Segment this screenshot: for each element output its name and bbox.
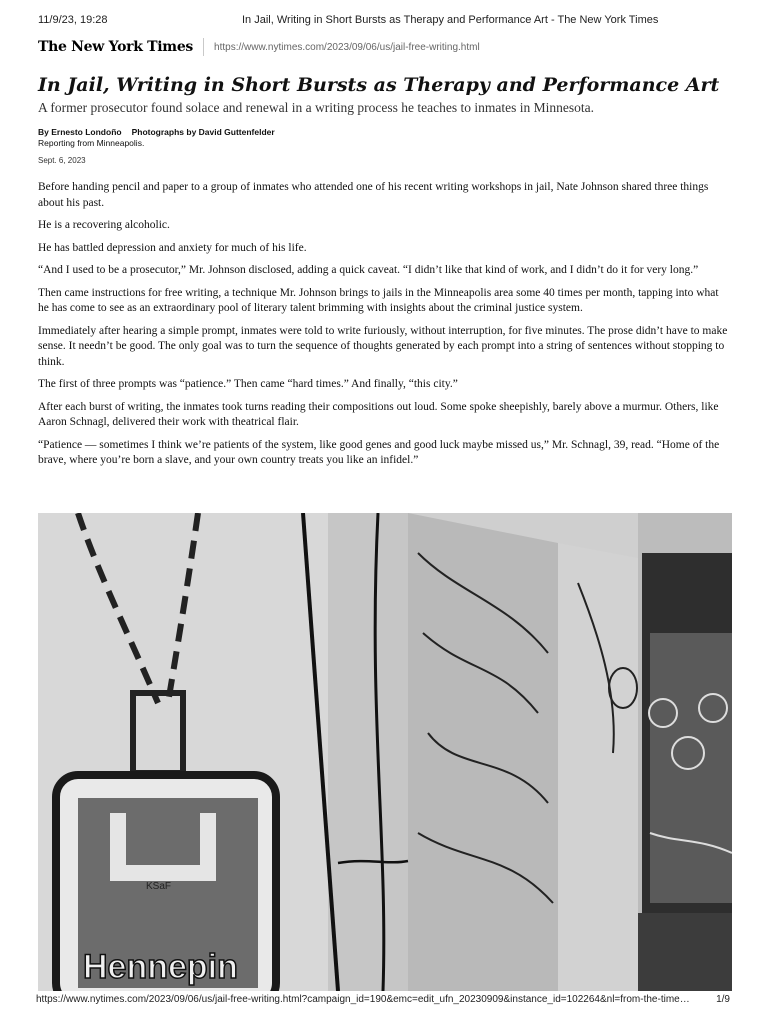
masthead xyxy=(38,36,480,58)
print-datetime: 11/9/23, 19:28 xyxy=(38,14,108,26)
paragraph: The first of three prompts was “patience.” Then came “hard times.” And finally, “this city.” xyxy=(38,378,458,390)
print-document-title: In Jail, Writing in Short Bursts as Therapy and Performance Art - The New York Times xyxy=(242,14,659,26)
graffiti-wall-photo xyxy=(38,513,732,991)
nyt-logo[interactable]: The New York Times xyxy=(38,39,194,55)
print-footer-url[interactable]: https://www.nytimes.com/2023/09/06/us/jail-free-writing.html?campaign_id=190&emc=edit_ufn_20230909&instance_id=102264&nl=from-the-time… xyxy=(36,994,690,1005)
paragraph: Before handing pencil and paper to a group of inmates who attended one of his recent writing workshops in jail, Nate Johnson shared three things about his past. xyxy=(38,181,709,209)
byline xyxy=(38,127,275,149)
byline-reporting-location: Reporting from Minneapolis. xyxy=(38,138,145,148)
paragraph: “Patience — sometimes I think we’re patients of the system, like good genes and good luck maybe missed us,” Mr. Schnagl, 39, read. “Home of the brave, where you’re born a slave, and your own country treats you like an infidel.” xyxy=(38,438,720,466)
byline-photographer[interactable]: Photographs by David Guttenfelder xyxy=(131,127,275,137)
graffiti-tag: KSaF xyxy=(146,881,172,892)
sign-text: Hennepin xyxy=(83,948,238,986)
article-photo xyxy=(38,513,732,991)
article-body xyxy=(38,180,732,476)
paragraph: Then came instructions for free writing, a technique Mr. Johnson brings to jails in the Minneapolis area some 40 times per month, tapping into what he has come to see as an extraordinary pool of literary talent brimming with insights about the criminal justice system. xyxy=(38,286,719,314)
article-url[interactable]: https://www.nytimes.com/2023/09/06/us/jail-free-writing.html xyxy=(214,41,480,53)
paragraph: He is a recovering alcoholic. xyxy=(38,219,170,231)
article-headline: In Jail, Writing in Short Bursts as Therapy and Performance Art xyxy=(38,74,720,96)
article-date: Sept. 6, 2023 xyxy=(38,156,86,165)
page-number: 1/9 xyxy=(716,994,730,1005)
article-summary: A former prosecutor found solace and renewal in a writing process he teaches to inmates in Minnesota. xyxy=(38,100,594,115)
paragraph: After each burst of writing, the inmates took turns reading their compositions out loud. Some spoke sheepishly, barely above a murmur. Others, like Aaron Schnagl, delivered their work with theatrical flair. xyxy=(38,400,719,428)
byline-author[interactable]: By Ernesto Londoño xyxy=(38,127,122,137)
masthead-divider xyxy=(203,38,204,56)
paragraph: Immediately after hearing a simple prompt, inmates were told to write furiously, without interruption, for five minutes. The prose didn’t have to make sense. It needn’t be good. The only goal was to turn the sequence of thoughts generated by each prompt into a string of sentences without stopping to think. xyxy=(38,324,728,368)
paragraph: “And I used to be a prosecutor,” Mr. Johnson disclosed, adding a quick caveat. “I didn’t like that kind of work, and I didn’t do it for very long.” xyxy=(38,264,699,276)
paragraph: He has battled depression and anxiety for much of his life. xyxy=(38,241,307,254)
